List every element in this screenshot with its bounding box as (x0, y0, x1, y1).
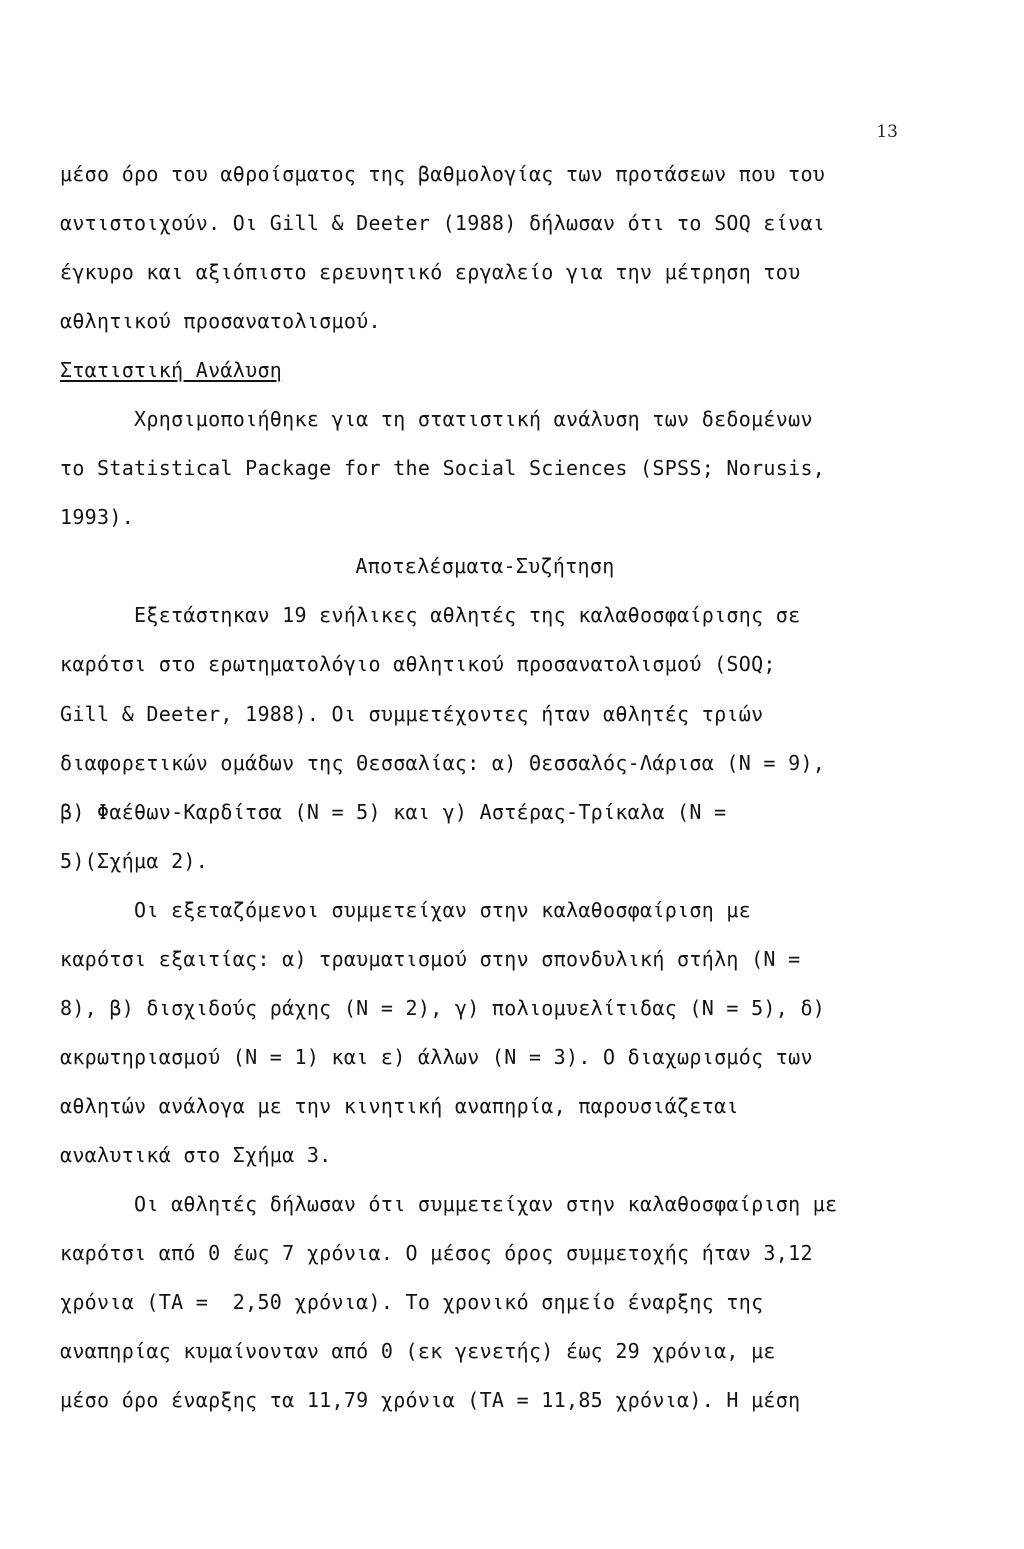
body-line: ακρωτηριασμού (Ν = 1) και ε) άλλων (Ν = 3). Ο διαχωρισμός των (60, 1044, 813, 1069)
body-line: καρότσι στο ερωτηματολόγιο αθλητικού προσανατολισμού (SOQ; (60, 652, 776, 677)
page-number: 13 (876, 122, 898, 142)
body-line: 8), β) δισχιδούς ράχης (Ν = 2), γ) πολιομυελίτιδας (Ν = 5), δ) (60, 995, 826, 1020)
body-line: μέσο όρο έναρξης τα 11,79 χρόνια (ΤΑ = 11,85 χρόνια). Η μέση (60, 1388, 801, 1413)
body-line: αναπηρίας κυμαίνονταν από 0 (εκ γενετής) έως 29 χρόνια, με (60, 1339, 776, 1364)
body-line: το Statistical Package for the Social Sciences (SPSS; Norusis, (60, 456, 826, 481)
body-line: β) Φαέθων-Καρδίτσα (Ν = 5) και γ) Αστέρας-Τρίκαλα (Ν = (60, 799, 727, 824)
body-line: αντιστοιχούν. Οι Gill & Deeter (1988) δήλωσαν ότι το SOQ είναι (60, 211, 826, 236)
body-line: καρότσι από 0 έως 7 χρόνια. Ο μέσος όρος συμμετοχής ήταν 3,12 (60, 1241, 813, 1266)
body-line: 5)(Σχήμα 2). (60, 848, 209, 873)
body-line: αθλητικού προσανατολισμού. (60, 309, 381, 334)
body-line: καρότσι εξαιτίας: α) τραυματισμού στην σπονδυλική στήλη (Ν = (60, 946, 801, 971)
section-title: Αποτελέσματα-Συζήτηση (355, 554, 615, 579)
body-line: έγκυρο και αξιόπιστο ερευνητικό εργαλείο για την μέτρηση του (60, 260, 801, 285)
body-line: αθλητών ανάλογα με την κινητική αναπηρία, παρουσιάζεται (60, 1093, 739, 1118)
body-line: Gill & Deeter, 1988). Οι συμμετέχοντες ήταν αθλητές τριών (60, 701, 764, 726)
body-line: Οι εξεταζόμενοι συμμετείχαν στην καλαθοσφαίριση με (60, 897, 752, 922)
body-line: Χρησιμοποιήθηκε για τη στατιστική ανάλυση των δεδομένων (60, 407, 813, 432)
body-line: χρόνια (ΤΑ = 2,50 χρόνια). Το χρονικό σημείο έναρξης της (60, 1290, 764, 1315)
body-line: διαφορετικών ομάδων της Θεσσαλίας: α) Θεσσαλός-Λάρισα (Ν = 9), (60, 750, 826, 775)
body-line: Οι αθλητές δήλωσαν ότι συμμετείχαν στην καλαθοσφαίριση με (60, 1191, 838, 1216)
section-heading: Στατιστική Ανάλυση (60, 358, 283, 383)
body-line: 1993). (60, 505, 135, 530)
document-body (60, 150, 910, 1425)
body-line: Εξετάστηκαν 19 ενήλικες αθλητές της καλαθοσφαίρισης σε (60, 603, 801, 628)
body-line: μέσο όρο του αθροίσματος της βαθμολογίας των προτάσεων που του (60, 162, 826, 186)
body-line: αναλυτικά στο Σχήμα 3. (60, 1142, 332, 1167)
